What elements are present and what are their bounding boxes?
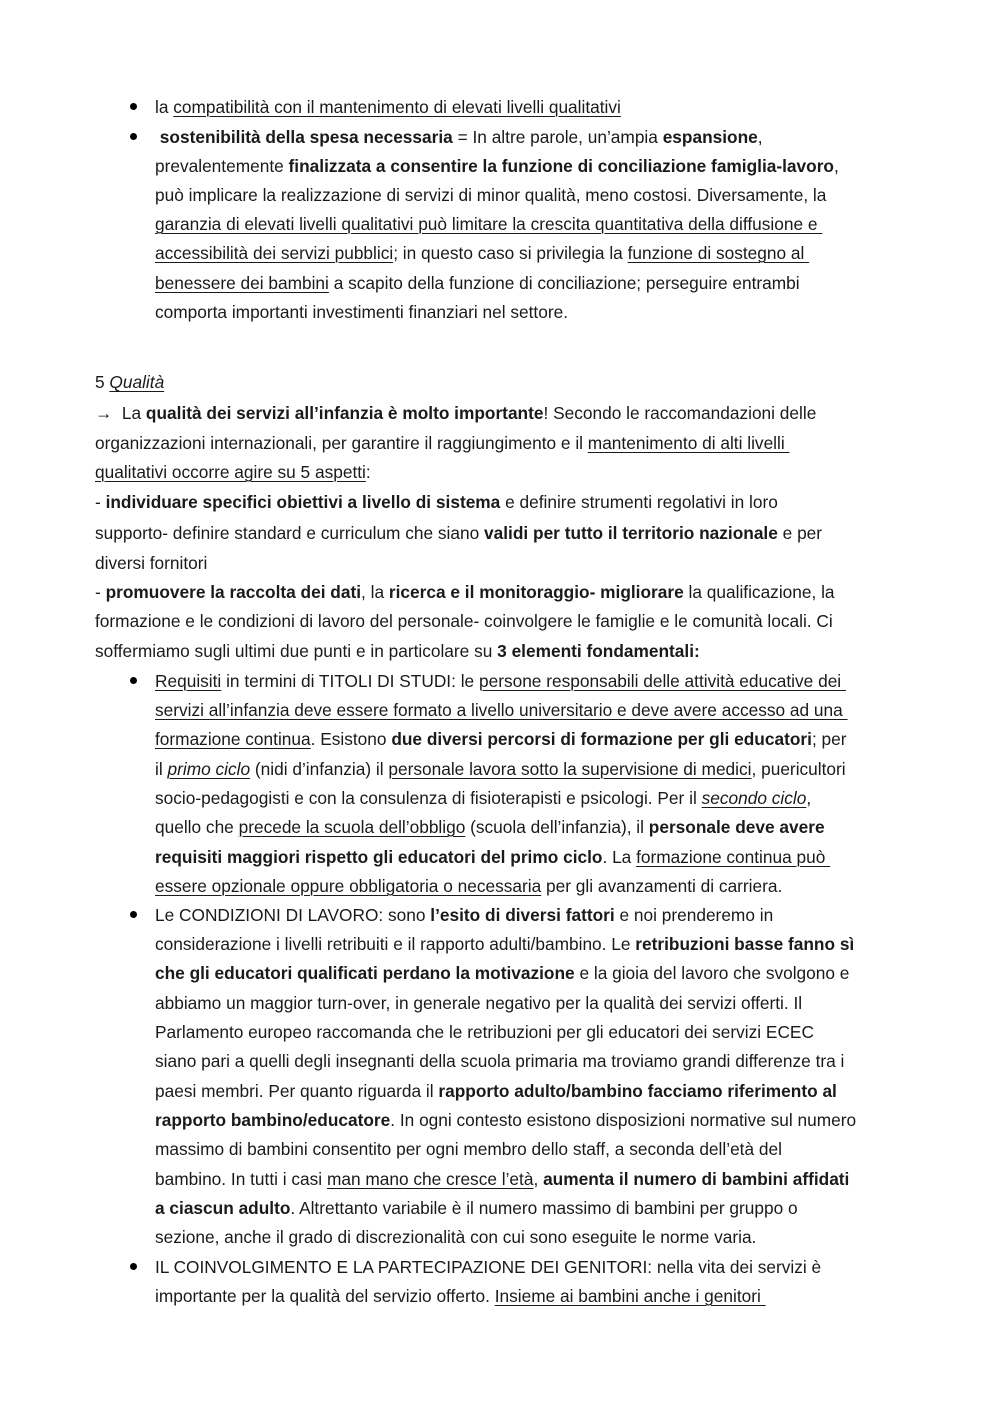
text-span: massimo di bambini consentito per ogni membro dello staff, a seconda dell’età del [155, 1139, 782, 1159]
text-span: . Esistono [310, 729, 392, 749]
text-line [95, 522, 822, 544]
text-span: siano pari a quelli degli insegnanti della scuola primaria ma troviamo grandi differenze tra i [155, 1051, 845, 1071]
text-span: , [533, 1169, 544, 1189]
text-span: organizzazioni internazionali, per garantire il raggiungimento e il [95, 433, 588, 453]
text-line [155, 904, 773, 926]
text-line [155, 1138, 782, 1160]
bold-text: qualità dei servizi all’infanzia è molto importante [145, 403, 544, 423]
underlined-text: accessibilità dei servizi pubblici [155, 243, 394, 263]
text-line [155, 96, 621, 118]
text-span: , [806, 788, 812, 808]
underlined-text: funzione di sostegno al [627, 243, 810, 263]
bold-text: promuovere la raccolta dei dati [105, 582, 362, 602]
underlined-text: personale lavora sotto la supervisione di medici [388, 759, 752, 779]
text-line [155, 184, 826, 206]
text-span: bambino. In tutti i casi [155, 1169, 327, 1189]
text-span: in termini di TITOLI DI STUDI: le [221, 671, 479, 691]
text-line [155, 1021, 814, 1043]
bold-text: individuare specifici obiettivi a livello di sistema [105, 492, 501, 512]
underlined-text: mantenimento di alti livelli [587, 433, 790, 453]
bold-text: che gli educatori qualificati perdano la motivazione [155, 963, 575, 983]
text-span: , [833, 156, 839, 176]
text-span: . Altrettanto variabile è il numero massimo di bambini per gruppo o [290, 1198, 798, 1218]
text-line [95, 461, 371, 483]
underlined-text: essere opzionale oppure obbligatoria o necessaria [155, 876, 542, 896]
underlined-text: Insieme ai bambini anche i genitori [494, 1286, 766, 1306]
text-line [155, 272, 800, 294]
text-span: (nidi d’infanzia) il [250, 759, 389, 779]
text-span: Parlamento europeo raccomanda che le retribuzioni per gli educatori dei servizi ECEC [155, 1022, 814, 1042]
text-line [155, 1080, 837, 1102]
text-span: . La [602, 847, 637, 867]
underlined-text: compatibilità con il mantenimento di elevati livelli qualitativi [173, 97, 621, 117]
text-span: e per [777, 523, 823, 543]
underlined-text: Qualità [109, 372, 165, 392]
bold-text: rapporto adulto/bambino facciamo riferimento al [438, 1081, 837, 1101]
text-line [95, 640, 700, 662]
text-line [155, 155, 839, 177]
text-span: importante per la qualità del servizio offerto. [155, 1286, 495, 1306]
bold-text: finalizzata a consentire la funzione di conciliazione famiglia-lavoro [288, 156, 834, 176]
text-span: può implicare la realizzazione di servizi di minor qualità, meno costosi. Diversamente, la [155, 185, 827, 205]
text-span: ! Secondo le raccomandazioni delle [543, 403, 817, 423]
text-span: , la [361, 582, 389, 602]
text-span: - [95, 492, 106, 512]
text-line [155, 242, 809, 264]
text-span: e noi prenderemo in [614, 905, 774, 925]
text-line [95, 371, 164, 393]
text-span: . In ogni contesto esistono disposizioni normative sul numero [390, 1110, 857, 1130]
text-span: la [155, 97, 174, 117]
text-span: supporto- definire standard e curriculum che siano [95, 523, 485, 543]
text-line [155, 992, 802, 1014]
bold-text: ricerca e il monitoraggio- migliorare [388, 582, 684, 602]
text-span: soffermiamo sugli ultimi due punti e in particolare su [95, 641, 498, 661]
text-line [95, 552, 207, 574]
underlined-text: benessere dei bambini [155, 273, 329, 293]
bold-text: due diversi percorsi di formazione per gli educatori [391, 729, 812, 749]
text-span: = In altre parole, un’ampia [452, 127, 663, 147]
text-span: e definire strumenti regolativi in loro [500, 492, 778, 512]
bold-text: l’esito di diversi fattori [430, 905, 615, 925]
bold-text: retribuzioni basse fanno sì [635, 934, 855, 954]
bold-text: requisiti maggiori rispetto gli educatori del primo ciclo [155, 847, 603, 867]
bold-text: rapporto bambino/educatore [155, 1110, 391, 1130]
text-line [155, 962, 849, 984]
text-line [155, 1168, 849, 1190]
text-line [155, 816, 825, 838]
bold-text: validi per tutto il territorio nazionale [484, 523, 778, 543]
bullet-icon [130, 1263, 137, 1270]
text-span: prevalentemente [155, 156, 289, 176]
text-span: (scuola dell’infanzia), il [465, 817, 649, 837]
underlined-text: primo ciclo [167, 759, 251, 779]
text-span: diversi fornitori [95, 553, 208, 573]
text-line [155, 213, 822, 235]
bold-text: personale deve avere [648, 817, 825, 837]
text-line [155, 301, 568, 323]
text-span: socio-pedagogisti e con la consulenza di fisioterapisti e psicologi. Per il [155, 788, 702, 808]
text-line [155, 1197, 798, 1219]
text-span: IL COINVOLGIMENTO E LA PARTECIPAZIONE DEI GENITORI: nella vita dei servizi è [155, 1257, 822, 1277]
underlined-text: Requisiti [155, 671, 222, 691]
text-span: per gli avanzamenti di carriera. [541, 876, 783, 896]
bold-text: espansione [662, 127, 758, 147]
text-span: ; in questo caso si privilegia la [393, 243, 628, 263]
text-line [155, 758, 846, 780]
underlined-text: man mano che cresce l’età [326, 1169, 534, 1189]
text-span: , puericultori [751, 759, 846, 779]
text-line [155, 1109, 856, 1131]
underlined-text: persone responsabili delle attività educative dei [478, 671, 846, 691]
text-span: paesi membri. Per quanto riguarda il [155, 1081, 439, 1101]
text-line [155, 670, 846, 692]
text-line [155, 1285, 766, 1307]
underlined-text: qualitativi occorre agire su 5 aspetti [95, 462, 366, 482]
bold-text: a ciascun adulto [155, 1198, 291, 1218]
text-span: Le CONDIZIONI DI LAVORO: sono [155, 905, 431, 925]
bullet-icon [130, 103, 137, 110]
text-span: formazione e le condizioni di lavoro del personale- coinvolgere le famiglie e le comunità locali. Ci [95, 611, 833, 631]
text-span: ; per [811, 729, 847, 749]
text-line [155, 126, 763, 148]
text-span: , [757, 127, 763, 147]
text-line [155, 875, 782, 897]
text-line [155, 1256, 821, 1278]
text-line [155, 1226, 756, 1248]
text-span: 5 [95, 372, 110, 392]
underlined-text: formazione continua [155, 729, 311, 749]
underlined-text: precede la scuola dell’obbligo [238, 817, 466, 837]
text-span: il [155, 759, 168, 779]
text-line [155, 699, 848, 721]
text-span: : [365, 462, 371, 482]
text-span: comporta importanti investimenti finanziari nel settore. [155, 302, 569, 322]
text-span: e la gioia del lavoro che svolgono e [574, 963, 850, 983]
text-line [95, 402, 816, 424]
text-line [155, 933, 854, 955]
bullet-icon [130, 677, 137, 684]
bold-text: 3 elementi fondamentali: [497, 641, 700, 661]
text-span: sezione, anche il grado di discrezionalità con cui sono eseguite le norme varia. [155, 1227, 757, 1247]
bullet-icon [130, 133, 137, 140]
text-line [95, 491, 778, 513]
text-line [95, 610, 833, 632]
text-line [155, 1050, 844, 1072]
underlined-text: servizi all’infanzia deve essere formato a livello universitario e deve avere accesso ad una [155, 700, 848, 720]
text-span: → La [95, 403, 146, 423]
text-line [155, 846, 830, 868]
text-span: abbiamo un maggior turn-over, in generale negativo per la qualità dei servizi offerti. Il [155, 993, 803, 1013]
text-span: - [95, 582, 106, 602]
text-line [155, 787, 811, 809]
text-line [95, 581, 835, 603]
bullet-icon [130, 911, 137, 918]
text-span: a scapito della funzione di conciliazione; perseguire entrambi [328, 273, 800, 293]
text-line [95, 432, 790, 454]
text-line [155, 728, 847, 750]
bold-text: sostenibilità della spesa necessaria [155, 127, 453, 147]
underlined-text: formazione continua può [636, 847, 831, 867]
underlined-text: garanzia di elevati livelli qualitativi può limitare la crescita quantitativa della diffusione e [155, 214, 823, 234]
text-span: considerazione i livelli retribuiti e il rapporto adulti/bambino. Le [155, 934, 636, 954]
text-span: la qualificazione, la [683, 582, 835, 602]
underlined-text: secondo ciclo [701, 788, 807, 808]
bold-text: aumenta il numero di bambini affidati [543, 1169, 850, 1189]
text-span: quello che [155, 817, 239, 837]
